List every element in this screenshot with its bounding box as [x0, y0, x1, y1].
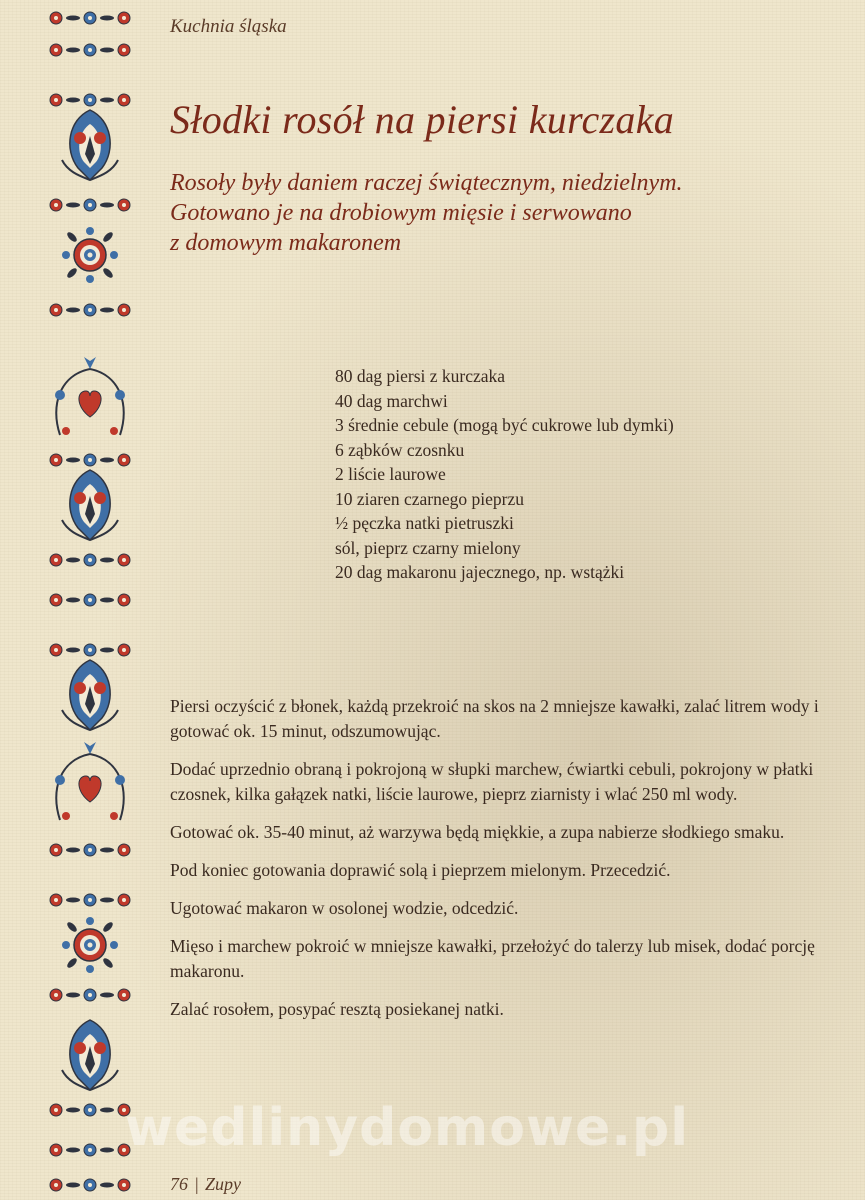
page-footer: [170, 1174, 241, 1195]
subtitle-line: Gotowano je na drobiowym mięsie i serwowano: [170, 200, 632, 226]
instruction-step: Zalać rosołem, posypać resztą posiekanej natki.: [170, 999, 504, 1019]
recipe-title: Słodki rosół na piersi kurczaka: [170, 97, 675, 142]
instruction-step: Ugotować makaron w osolonej wodzie, odcedzić.: [170, 898, 519, 918]
watermark: wedlinydomowe.pl: [125, 1098, 690, 1158]
instruction-step: Gotować ok. 35-40 minut, aż warzywa będą miękkie, a zupa nabierze słodkiego smaku.: [170, 822, 785, 842]
ingredient-item: 20 dag makaronu jajecznego, np. wstążki: [335, 562, 625, 582]
ingredients-list: [335, 364, 674, 585]
ingredient-item: 10 ziaren czarnego pieprzu: [335, 488, 524, 509]
ingredient-item: 2 liście laurowe: [335, 464, 446, 484]
instructions: [170, 694, 842, 1035]
folk-ornament-border: [30, 0, 150, 1200]
page-number: 76: [170, 1174, 188, 1194]
instruction-step: Dodać uprzednio obraną i pokrojoną w słupki marchew, ćwiartki cebuli, pokrojony w płatki czosnek, kilka gałązek natki, liście laurowe, pieprz ziarnisty i wlać 250 ml wody.: [170, 759, 814, 804]
ingredient-item: 80 dag piersi z kurczaka: [335, 366, 506, 386]
ingredient-item: sól, pieprz czarny mielony: [335, 537, 521, 558]
ingredient-item: 40 dag marchwi: [335, 390, 448, 411]
chapter-name: Zupy: [204, 1174, 241, 1194]
section-header: Kuchnia śląska: [170, 16, 287, 37]
footer-separator: |: [194, 1174, 199, 1194]
instruction-step: Piersi oczyścić z błonek, każdą przekroić na skos na 2 mniejsze kawałki, zalać litrem wody i gotować ok. 15 minut, odszumowując.: [170, 696, 819, 741]
subtitle-line: Rosoły były daniem raczej świątecznym, niedzielnym.: [170, 170, 683, 196]
instruction-step: Mięso i marchew pokroić w mniejsze kawałki, przełożyć do talerzy lub misek, dodać porcję makaronu.: [170, 936, 815, 981]
ingredient-item: 6 ząbków czosnku: [335, 439, 465, 460]
ingredient-item: ½ pęczka natki pietruszki: [335, 513, 514, 533]
recipe-subtitle: [170, 168, 850, 258]
instruction-step: Pod koniec gotowania doprawić solą i pieprzem mielonym. Przecedzić.: [170, 860, 671, 880]
subtitle-line: z domowym makaronem: [170, 230, 402, 256]
ingredient-item: 3 średnie cebule (mogą być cukrowe lub dymki): [335, 415, 674, 435]
